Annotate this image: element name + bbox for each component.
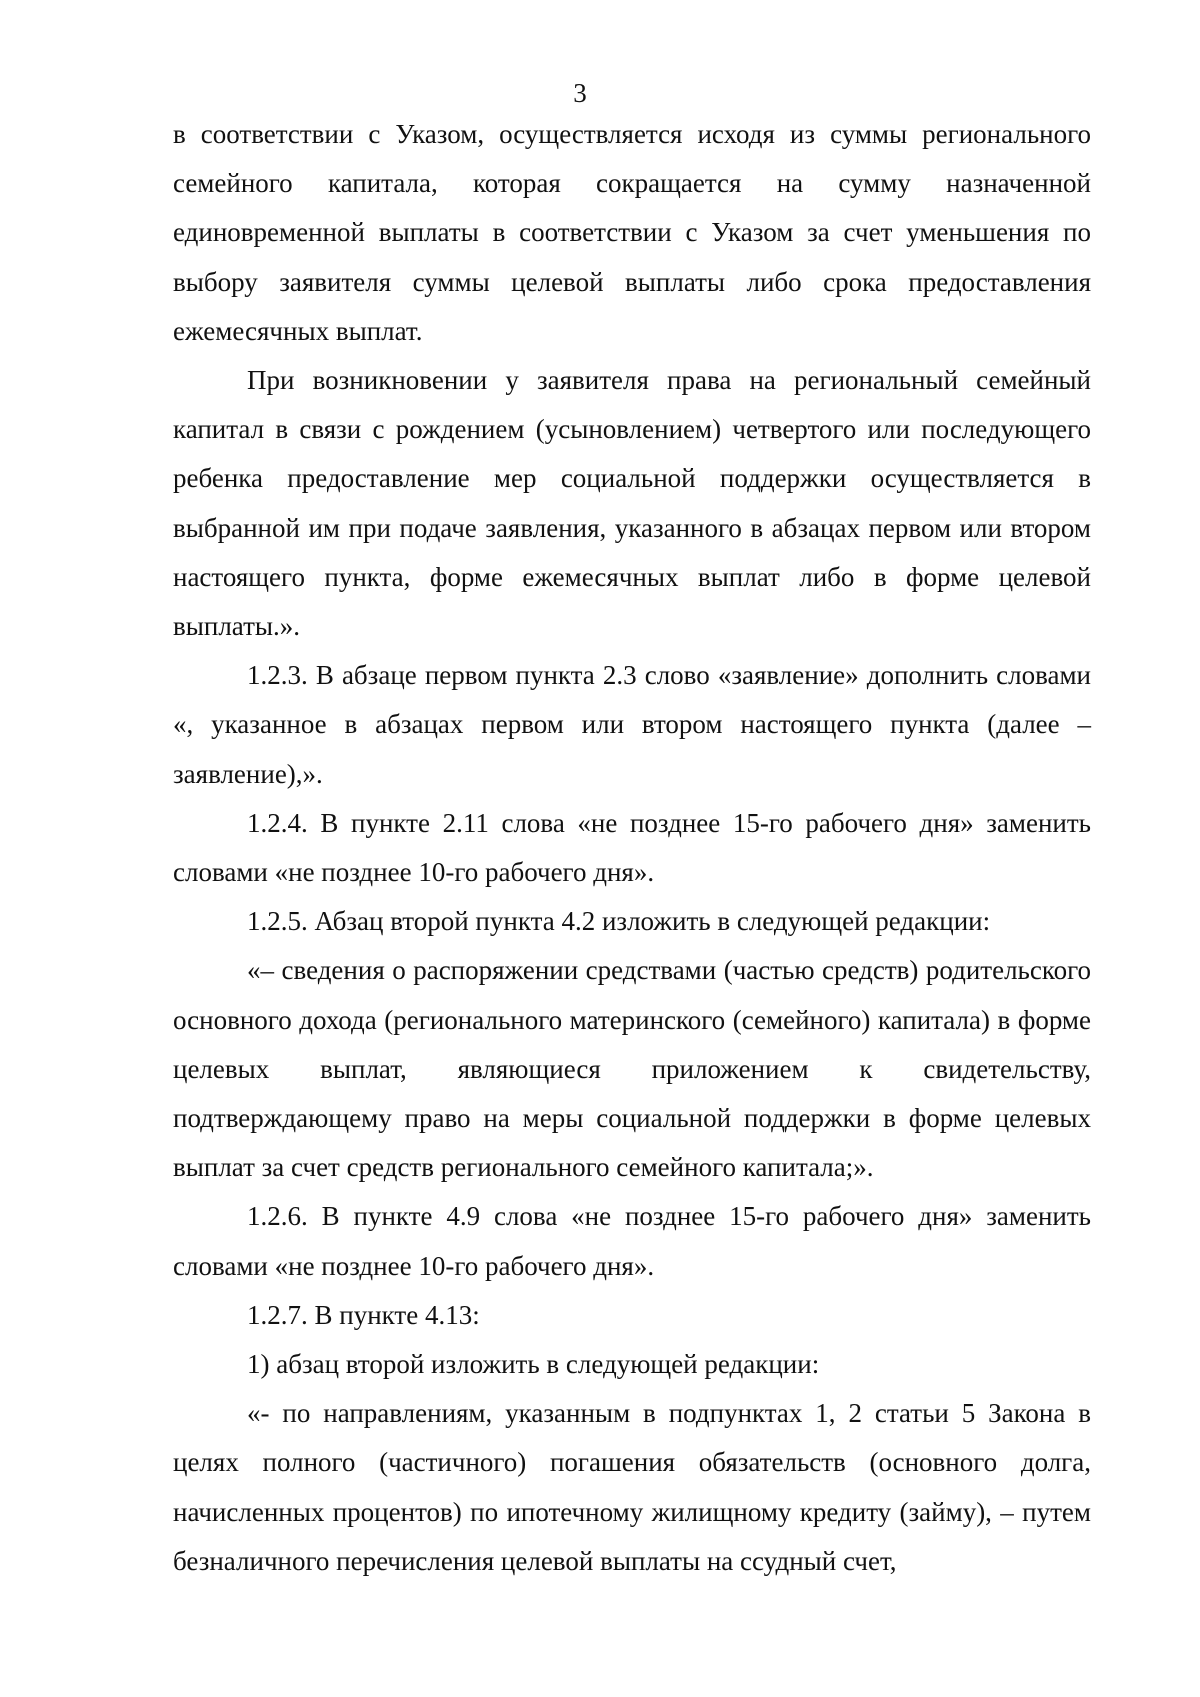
paragraph: При возникновении у заявителя права на региональный семейный капитал в связи с рождением (усыновлением) четвертого или последующего ребенка предоставление мер социальной поддержки осуществляется в выбранной им при подаче заявления, указанного в абзацах первом или втором настоящего пункта, форме ежемесячных выплат либо в форме целевой выплаты.». (173, 365, 1091, 642)
paragraph: 1) абзац второй изложить в следующей редакции: (247, 1349, 820, 1380)
paragraph: 1.2.6. В пункте 4.9 слова «не позднее 15-го рабочего дня» заменить словами «не позднее 10-го рабочего дня». (173, 1201, 1091, 1281)
paragraph: 1.2.3. В абзаце первом пункта 2.3 слово «заявление» дополнить словами «, указанное в абзацах первом или втором настоящего пункта (далее – заявление),». (173, 660, 1091, 789)
paragraph: «– сведения о распоряжении средствами (частью средств) родительского основного дохода (регионального материнского (семейного) капитала) в форме целевых выплат, являющиеся приложением к свидетельству, подтверждающему право на меры социальной поддержки в форме целевых выплат за счет средств регионального семейного капитала;». (173, 955, 1091, 1183)
document-body (173, 110, 1091, 1586)
paragraph: «- по направлениям, указанным в подпунктах 1, 2 статьи 5 Закона в целях полного (частичного) погашения обязательств (основного долга, начисленных процентов) по ипотечному жилищному кредиту (займу), – путем безналичного перечисления целевой выплаты на ссудный счет, (173, 1398, 1091, 1576)
paragraph: 1.2.4. В пункте 2.11 слова «не позднее 15-го рабочего дня» заменить словами «не позднее 10-го рабочего дня». (173, 807, 1091, 888)
paragraph-continuation: в соответствии с Указом, осуществляется исходя из суммы регионального семейного капитала, которая сокращается на сумму назначенной единовременной выплаты в соответствии с Указом за счет уменьшения по выбору заявителя суммы целевой выплаты либо срока предоставления ежемесячных выплат. (173, 119, 1091, 346)
page-number: 3 (573, 78, 587, 108)
paragraph: 1.2.5. Абзац второй пункта 4.2 изложить в следующей редакции: (247, 906, 991, 937)
paragraph: 1.2.7. В пункте 4.13: (247, 1299, 480, 1330)
